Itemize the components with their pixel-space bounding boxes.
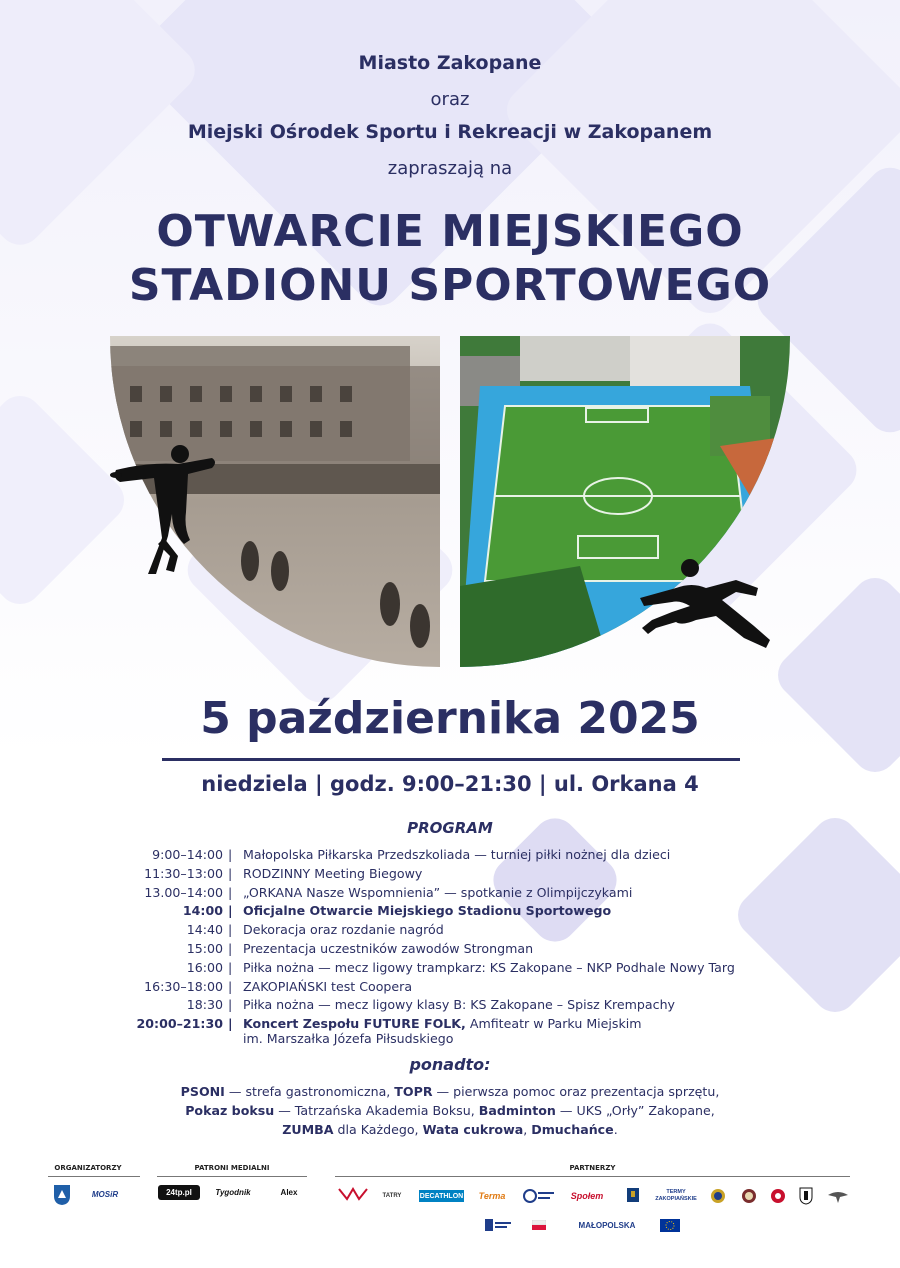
program-item: 14:40 | Dekoracja oraz rozdanie nagród xyxy=(186,922,444,938)
extras-line2: Pokaz boksu — Tatrzańska Akademia Boksu, Badminton — UKS „Orły” Zakopane, xyxy=(185,1103,715,1118)
program-time: 14:40 xyxy=(186,922,223,938)
program-item: 18:30 | Piłka nożna — mecz ligowy klasy B: KS Zakopane – Spisz Krempachy xyxy=(186,997,676,1013)
extras-heading: ponadto: xyxy=(409,1055,491,1074)
club-badge-1 xyxy=(710,1188,726,1204)
organizers-heading: ORGANIZATORZY xyxy=(54,1164,122,1172)
program-item: 16:00 | Piłka nożna — mecz ligowy trampkarz: KS Zakopane – NKP Podhale Nowy Targ xyxy=(186,959,735,975)
event-date: 5 października 2025 xyxy=(200,693,700,744)
program-desc-line2: im. Marszałka Józefa Piłsudskiego xyxy=(243,1031,454,1047)
terma-logo: Terma xyxy=(478,1191,506,1201)
program-desc: Oficjalne Otwarcie Miejskiego Stadionu Sportowego xyxy=(243,903,612,919)
program-item: 15:00 | Prezentacja uczestników zawodów Strongman xyxy=(186,940,534,956)
program-desc: Prezentacja uczestników zawodów Strongman xyxy=(243,940,534,956)
program-desc: Małopolska Piłkarska Przedszkoliada — turniej piłki nożnej dla dzieci xyxy=(243,847,671,862)
program-item: 20:00–21:30 | Koncert Zespołu FUTURE FOLK, Amfiteatr w Parku Miejskim im. Marszałka Józefa Piłsudskiego xyxy=(136,1016,642,1047)
organizers-divider xyxy=(48,1176,140,1177)
program-desc: Piłka nożna — mecz ligowy trampkarz: KS Zakopane – NKP Podhale Nowy Targ xyxy=(243,959,735,975)
spolem-logo: Społem xyxy=(570,1191,604,1201)
pko-logo xyxy=(624,1185,642,1207)
program-item: 11:30–13:00 | RODZINNY Meeting Biegowy xyxy=(144,865,423,881)
event-title-line2: STADIONU SPORTOWEGO xyxy=(128,260,772,311)
zakopane-crest-logo xyxy=(52,1183,72,1207)
program-time: 15:00 xyxy=(186,940,223,956)
program-time: 18:30 xyxy=(186,997,223,1013)
program-desc: RODZINNY Meeting Biegowy xyxy=(243,865,423,881)
program-time: 11:30–13:00 xyxy=(144,865,223,881)
club-badge-2 xyxy=(741,1188,757,1204)
eagle-logo xyxy=(825,1186,851,1206)
date-underline xyxy=(162,758,740,761)
club-badge-3 xyxy=(770,1188,786,1204)
decathlon-logo: DECATHLON xyxy=(419,1190,464,1202)
extras-line3: ZUMBA dla Każdego, Wata cukrowa, Dmuchańce. xyxy=(282,1122,618,1137)
eu-flag-logo xyxy=(650,1218,690,1232)
hurdler-icon xyxy=(636,558,774,656)
program-item: 14:00 | Oficjalne Otwarcie Miejskiego Stadionu Sportowego xyxy=(182,903,612,919)
program-desc: Piłka nożna — mecz ligowy klasy B: KS Zakopane – Spisz Krempachy xyxy=(243,997,676,1013)
fundusze-logo xyxy=(484,1218,512,1232)
program-item: 13.00–14:00 | „ORKANA Nasze Wspomnienia” — spotkanie z Olimpijczykami xyxy=(144,884,633,900)
organizer-city: Miasto Zakopane xyxy=(358,52,542,74)
conjunction: oraz xyxy=(430,89,470,110)
media-divider xyxy=(157,1176,307,1177)
program-heading: PROGRAM xyxy=(407,819,493,837)
wojewodztwo-logo xyxy=(336,1186,370,1202)
tygodnik-logo: Tygodnik xyxy=(215,1188,251,1197)
event-title-line1: OTWARCIE MIEJSKIEGO xyxy=(156,206,744,257)
alex-logo: Alex xyxy=(280,1187,298,1197)
mosir-logo: MOSiR xyxy=(91,1189,119,1199)
program-time: 14:00 xyxy=(182,903,223,919)
partners-divider xyxy=(335,1176,850,1177)
program-desc: Dekoracja oraz rozdanie nagród xyxy=(243,922,444,938)
tatry-logo: TATRY xyxy=(382,1193,402,1199)
program-time: 16:00 xyxy=(186,959,223,975)
program-list xyxy=(0,846,900,1049)
program-time: 20:00–21:30 xyxy=(136,1016,223,1032)
program-desc: Koncert Zespołu FUTURE FOLK, xyxy=(243,1016,466,1032)
invitation-text: zapraszają na xyxy=(387,158,513,179)
24tp-logo: 24tp.pl xyxy=(158,1185,200,1200)
poland-flag-logo xyxy=(524,1218,554,1232)
program-desc-rest: Amfiteatr w Parku Miejskim xyxy=(465,1016,642,1032)
organizer-mosir: Miejski Ośrodek Sportu i Rekreacji w Zakopanem xyxy=(187,121,713,143)
termy-zakopianskie-logo: TERMY ZAKOPIAŃSKIE xyxy=(655,1189,697,1202)
program-desc: „ORKANA Nasze Wspomnienia” — spotkanie z Olimpijczykami xyxy=(243,884,633,900)
program-item: 16:30–18:00 | ZAKOPIAŃSKI test Coopera xyxy=(144,978,413,994)
program-time: 16:30–18:00 xyxy=(144,978,223,994)
event-details: niedziela | godz. 9:00–21:30 | ul. Orkana 4 xyxy=(201,772,699,796)
club-badge-4 xyxy=(799,1187,813,1205)
partners-heading: PARTNERZY xyxy=(569,1164,616,1172)
extras-line1: PSONI — strefa gastronomiczna, TOPR — pierwsza pomoc oraz prezentacja sprzętu, xyxy=(180,1084,720,1099)
pzss-logo xyxy=(521,1187,557,1205)
media-heading: PATRONI MEDIALNI xyxy=(194,1164,270,1172)
malopolska-logo: MAŁOPOLSKA xyxy=(578,1220,636,1230)
program-item: 9:00–14:00 | Małopolska Piłkarska Przedszkoliada — turniej piłki nożnej dla dzieci xyxy=(152,847,671,862)
discus-thrower-icon xyxy=(108,442,220,582)
program-time: 13.00–14:00 xyxy=(144,884,223,900)
program-time: 9:00–14:00 xyxy=(152,847,223,862)
program-desc: ZAKOPIAŃSKI test Coopera xyxy=(243,978,413,994)
